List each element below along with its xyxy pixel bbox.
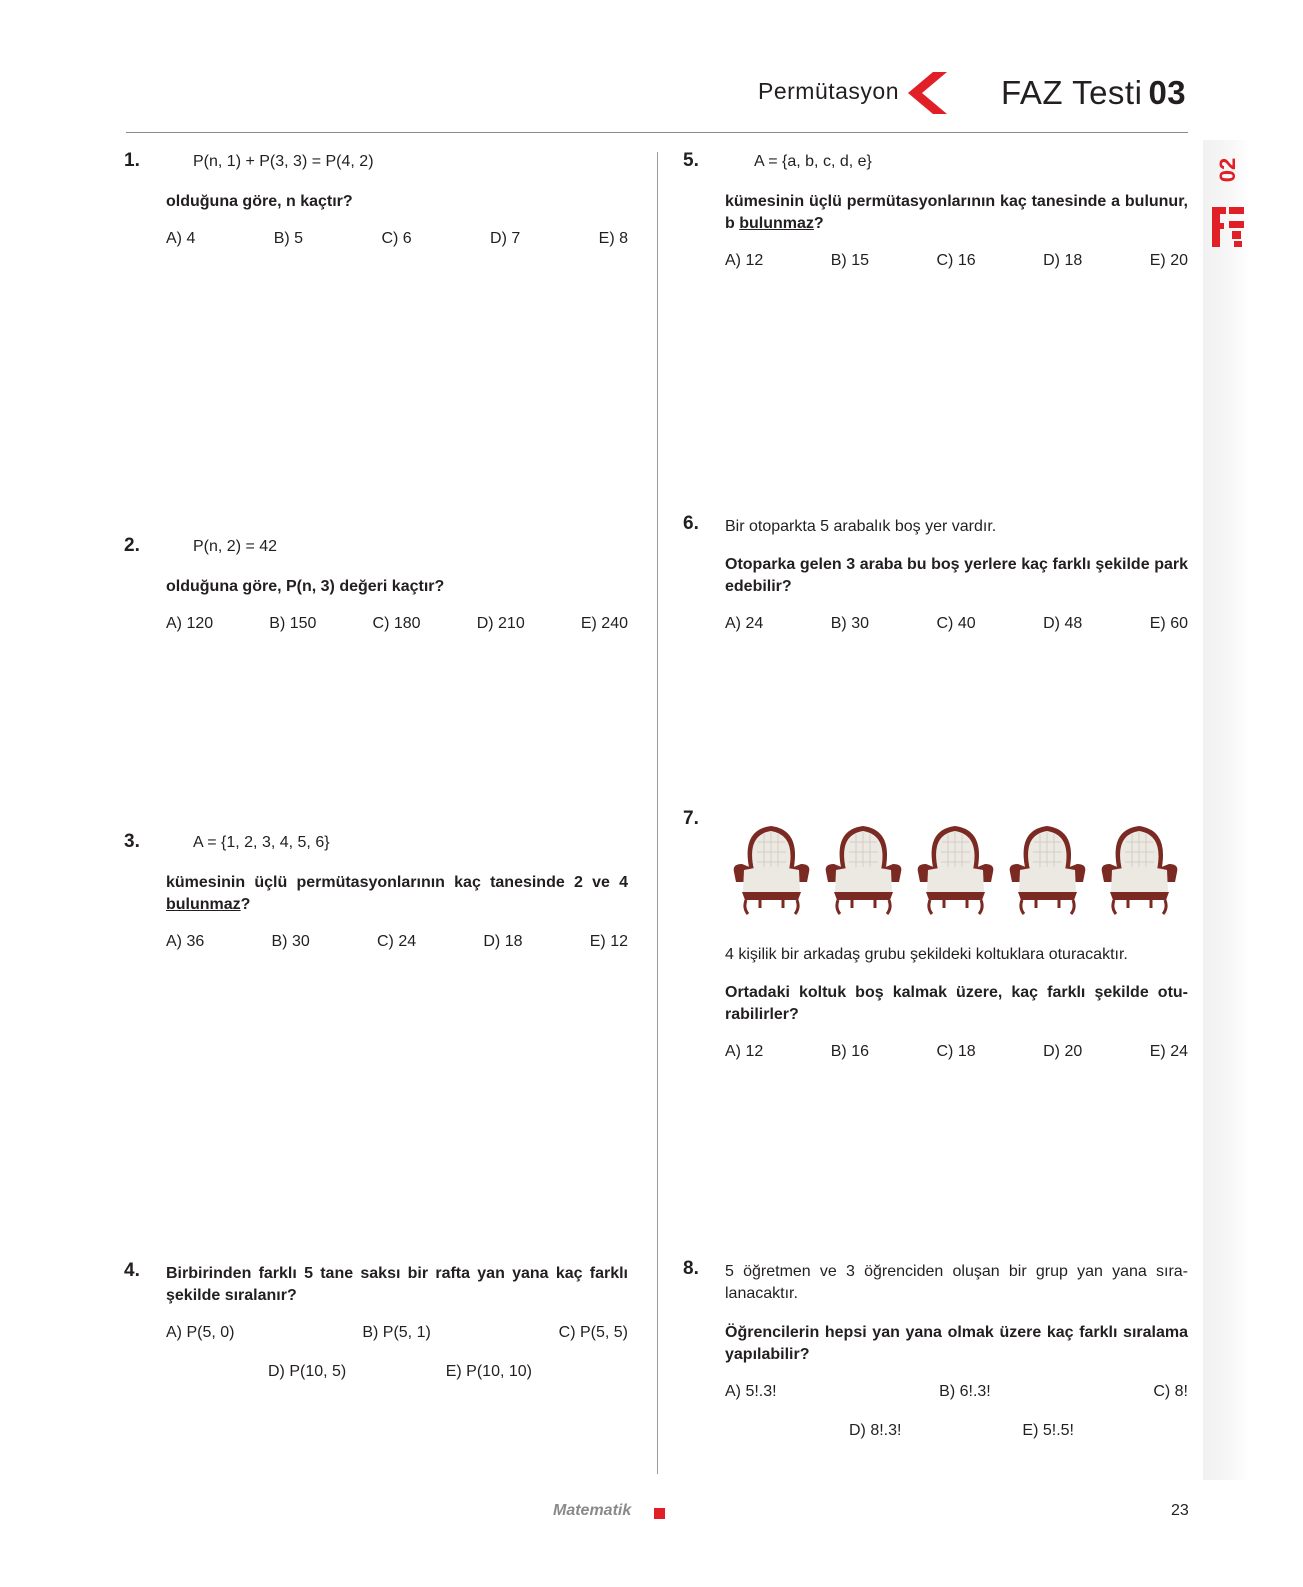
option-a[interactable]: A) 12 <box>725 252 764 269</box>
question-number: 6. <box>683 513 699 534</box>
option-c[interactable]: C) 40 <box>936 615 976 632</box>
option-c[interactable]: C) 18 <box>936 1043 976 1060</box>
option-d[interactable]: D) 7 <box>490 230 521 247</box>
armchair-image <box>914 820 997 916</box>
option-e[interactable]: E) 8 <box>598 230 628 247</box>
option-b[interactable]: B) P(5, 1) <box>362 1324 431 1341</box>
question-number: 1. <box>124 150 140 171</box>
option-a[interactable]: A) 4 <box>166 230 196 247</box>
option-b[interactable]: B) 15 <box>830 252 869 269</box>
option-c[interactable]: C) 16 <box>936 252 976 269</box>
side-faz-number: 02 <box>1215 157 1240 183</box>
question-formula: P(n, 2) = 42 <box>193 538 278 555</box>
option-e[interactable]: E) 12 <box>589 933 628 950</box>
armchairs-figure <box>730 820 1181 916</box>
question-text: olduğuna göre, n kaçtır? <box>166 193 353 210</box>
answer-options-row-1 <box>725 1383 1188 1401</box>
answer-options <box>166 615 628 633</box>
option-a[interactable]: A) 24 <box>725 615 764 632</box>
armchair-image <box>1098 820 1181 916</box>
answer-options <box>166 230 628 248</box>
option-c[interactable]: C) 8! <box>1153 1383 1188 1400</box>
option-e[interactable]: E) 60 <box>1149 615 1188 632</box>
question-text: Otoparka gelen 3 araba bu boş yerlere kaç farklı şekilde park edebilir? <box>725 556 1188 595</box>
option-d[interactable]: D) P(10, 5) <box>268 1363 347 1380</box>
question-number: 3. <box>124 831 140 852</box>
question-intro: 5 öğretmen ve 3 öğrenciden oluşan bir grup yan yana sıralanacaktır. <box>725 1263 1188 1302</box>
question-formula: P(n, 1) + P(3, 3) = P(4, 2) <box>193 153 374 170</box>
question-number: 4. <box>124 1260 140 1281</box>
option-a[interactable]: A) 5!.3! <box>725 1383 777 1400</box>
option-e[interactable]: E) 5!.5! <box>1022 1422 1074 1439</box>
option-e[interactable]: E) 24 <box>1149 1043 1188 1060</box>
faz-logo-icon <box>1212 203 1244 251</box>
question-number: 7. <box>683 808 699 829</box>
chevron-left-icon <box>905 70 951 116</box>
option-c[interactable]: C) 24 <box>377 933 417 950</box>
question-text-part: kümesinin üçlü permütasyonlarının kaç tanesinde 2 ve 4 <box>166 874 628 891</box>
option-a[interactable]: A) 120 <box>166 615 214 632</box>
option-a[interactable]: A) 12 <box>725 1043 764 1060</box>
answer-options <box>725 615 1188 633</box>
question-formula: A = {a, b, c, d, e} <box>754 153 872 170</box>
question-text: olduğuna göre, P(n, 3) değeri kaçtır? <box>166 578 445 595</box>
option-e[interactable]: E) 240 <box>580 615 628 632</box>
option-d[interactable]: D) 18 <box>1043 252 1083 269</box>
option-b[interactable]: B) 6!.3! <box>939 1383 991 1400</box>
option-a[interactable]: A) 36 <box>166 933 205 950</box>
question-mark: ? <box>240 896 251 913</box>
footer-square-icon <box>654 1508 665 1519</box>
option-b[interactable]: B) 150 <box>269 615 317 632</box>
test-title <box>1001 74 1186 112</box>
option-e[interactable]: E) 20 <box>1149 252 1188 269</box>
armchair-image <box>730 820 813 916</box>
footer-subject: Matematik <box>553 1502 632 1519</box>
header-subject: Permütasyon <box>758 78 900 104</box>
armchair-image <box>1006 820 1089 916</box>
question-text <box>166 872 628 916</box>
test-name: FAZ Testi <box>1001 74 1143 111</box>
option-c[interactable]: C) 180 <box>372 615 421 632</box>
option-a[interactable]: A) P(5, 0) <box>166 1324 235 1341</box>
side-tab <box>1203 140 1250 1480</box>
underlined-word: bulunmaz <box>166 896 241 913</box>
answer-options-row-2 <box>849 1422 1074 1440</box>
question-formula: A = {1, 2, 3, 4, 5, 6} <box>193 834 330 851</box>
option-d[interactable]: D) 8!.3! <box>849 1422 902 1439</box>
option-c[interactable]: C) P(5, 5) <box>558 1324 628 1341</box>
option-b[interactable]: B) 5 <box>273 230 304 247</box>
option-b[interactable]: B) 30 <box>271 933 310 950</box>
question-number: 2. <box>124 535 140 556</box>
page-number: 23 <box>1171 1502 1189 1519</box>
option-b[interactable]: B) 30 <box>830 615 869 632</box>
question-mark: ? <box>813 215 824 232</box>
question-intro: Bir otoparkta 5 arabalık boş yer vardır. <box>725 518 997 535</box>
question-text: Birbirinden farklı 5 tane saksı bir rafta yan yana kaç farklı şekilde sıralanır? <box>166 1265 628 1304</box>
option-e[interactable]: E) P(10, 10) <box>445 1363 532 1380</box>
question-intro: 4 kişilik bir arkadaş grubu şekildeki koltuklara oturacaktır. <box>725 946 1128 963</box>
question-number: 5. <box>683 150 699 171</box>
answer-options <box>725 252 1188 270</box>
answer-options-row-1 <box>166 1324 628 1342</box>
option-d[interactable]: D) 18 <box>483 933 523 950</box>
test-number: 03 <box>1148 74 1187 111</box>
armchair-image <box>822 820 905 916</box>
answer-options <box>166 933 628 951</box>
option-d[interactable]: D) 210 <box>476 615 525 632</box>
question-text-part: kümesinin üçlü permütasyonlarının kaç tanesinde a bulunur, b <box>725 193 1188 232</box>
underlined-word: bulunmaz <box>739 215 814 232</box>
option-d[interactable]: D) 48 <box>1043 615 1083 632</box>
question-number: 8. <box>683 1258 699 1279</box>
column-divider <box>657 152 658 1474</box>
answer-options <box>725 1043 1188 1061</box>
header-rule <box>126 132 1188 133</box>
option-b[interactable]: B) 16 <box>830 1043 869 1060</box>
question-text: Ortadaki koltuk boş kalmak üzere, kaç farklı şekilde oturabilirler? <box>725 984 1188 1023</box>
option-c[interactable]: C) 6 <box>381 230 412 247</box>
option-d[interactable]: D) 20 <box>1043 1043 1083 1060</box>
answer-options-row-2 <box>268 1363 532 1381</box>
question-text <box>725 191 1188 235</box>
question-text: Öğrencilerin hepsi yan yana olmak üzere kaç farklı sıralama yapılabilir? <box>725 1324 1188 1363</box>
